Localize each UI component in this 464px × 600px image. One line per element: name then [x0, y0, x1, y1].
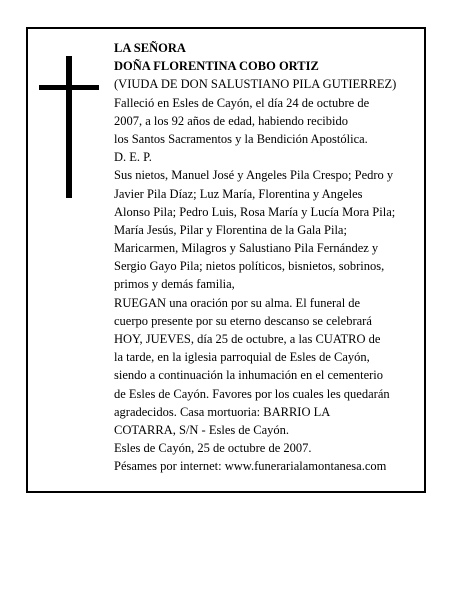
- body-line: cuerpo presente por su eterno descanso se celebrará: [114, 313, 372, 328]
- notice-text-block: [114, 39, 430, 476]
- body-line: Maricarmen, Milagros y Salustiano Pila Fernández y: [114, 241, 379, 256]
- rip-line: D. E. P.: [114, 150, 152, 165]
- body-line: María Jesús, Pilar y Florentina de la Gala Pila;: [114, 222, 347, 237]
- body-line: COTARRA, S/N - Esles de Cayón.: [114, 422, 290, 437]
- cross-horizontal-bar: [39, 85, 99, 90]
- body-line: Alonso Pila; Pedro Luis, Rosa María y Lucía Mora Pila;: [114, 204, 396, 219]
- cross-vertical-bar: [66, 56, 72, 198]
- body-line: de Esles de Cayón. Favores por los cuales les quedarán: [114, 386, 390, 401]
- condolences-line: Pésames por internet: www.funerarialamontanesa.com: [114, 459, 387, 474]
- body-line: primos y demás familia,: [114, 277, 235, 292]
- body-line: Javier Pila Díaz; Luz María, Florentina y Angeles: [114, 186, 363, 201]
- latin-cross-icon: [28, 29, 108, 229]
- date-line: Esles de Cayón, 25 de octubre de 2007.: [114, 441, 312, 456]
- notice-heading: LA SEÑORA: [114, 41, 186, 55]
- deceased-name: DOÑA FLORENTINA COBO ORTIZ: [114, 59, 319, 74]
- body-line: 2007, a los 92 años de edad, habiendo recibido: [114, 113, 348, 128]
- body-line: RUEGAN una oración por su alma. El funeral de: [114, 295, 361, 310]
- body-line: agradecidos. Casa mortuoria: BARRIO LA: [114, 404, 331, 419]
- body-line: la tarde, en la iglesia parroquial de Esles de Cayón,: [114, 350, 370, 365]
- body-line: los Santos Sacramentos y la Bendición Apostólica.: [114, 131, 368, 146]
- body-line: Sus nietos, Manuel José y Angeles Pila Crespo; Pedro y: [114, 168, 394, 183]
- death-notice-frame: [26, 27, 426, 493]
- widow-of-line: (VIUDA DE DON SALUSTIANO PILA GUTIERREZ): [114, 77, 397, 92]
- body-line: siendo a continuación la inhumación en el cementerio: [114, 368, 384, 383]
- body-line: Sergio Gayo Pila; nietos políticos, bisnietos, sobrinos,: [114, 259, 385, 274]
- body-line: HOY, JUEVES, día 25 de octubre, a las CUATRO de: [114, 332, 381, 346]
- body-line: Falleció en Esles de Cayón, el día 24 de octubre de: [114, 95, 370, 110]
